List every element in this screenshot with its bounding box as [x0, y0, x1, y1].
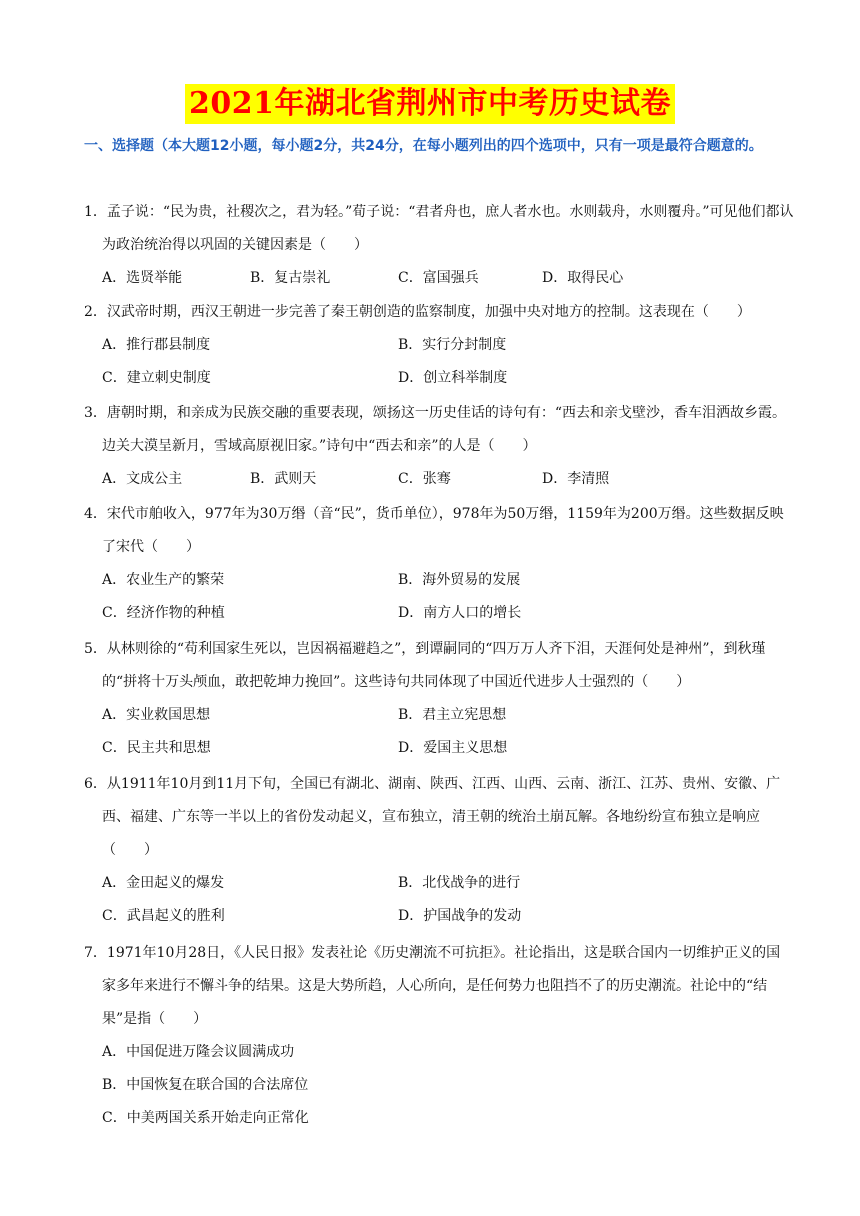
option-d: D．爱国主义思想: [398, 740, 508, 756]
option-b: B．中国恢复在联合国的合法席位: [102, 1077, 309, 1093]
option-d: D．护国战争的发动: [398, 908, 522, 924]
question-1: [84, 196, 794, 295]
option-c: C．民主共和思想: [102, 740, 211, 756]
option-a: A．中国促进万隆会议圆满成功: [102, 1044, 295, 1060]
option-a: A．金田起义的爆发: [102, 875, 225, 891]
option-a: A．实业救国思想: [102, 707, 211, 723]
option-a: A．文成公主: [102, 471, 183, 487]
options-row: [84, 867, 794, 900]
options-row: [84, 699, 794, 732]
option-c: C．中美两国关系开始走向正常化: [102, 1110, 309, 1126]
options-row: [84, 732, 794, 765]
question-6: [84, 768, 794, 933]
options-row: [84, 463, 794, 496]
option-b: B．实行分封制度: [398, 337, 507, 353]
option-b: B．武则天: [250, 471, 317, 487]
option-d: D．创立科举制度: [398, 370, 508, 386]
option-c: C．富国强兵: [398, 270, 479, 286]
option-a: A．选贤举能: [102, 270, 183, 286]
options-row: [84, 597, 794, 630]
options-row: [84, 900, 794, 933]
question-stem: 5．从林则徐的“苟利国家生死以，岂因祸福避趋之”，到谭嗣同的“四万万人齐下泪，天涯何处是神州”，到秋瑾的“拼将十万头颅血，敢把乾坤力挽回”。这些诗句共同体现了中国近代进步人士强烈的（ ）: [84, 641, 766, 690]
option-d: D．李清照: [542, 471, 610, 487]
page-title: 2021年湖北省荆州市中考历史试卷: [185, 84, 675, 124]
option-c: C．经济作物的种植: [102, 605, 225, 621]
options-row: [84, 362, 794, 395]
option-b: B．海外贸易的发展: [398, 572, 521, 588]
question-stem: 3．唐朝时期，和亲成为民族交融的重要表现，颂扬这一历史佳话的诗句有：“西去和亲戈壁沙，香车泪洒故乡霞。边关大漠呈新月，雪域高原视旧家。”诗句中“西去和亲”的人是（ ）: [84, 405, 787, 454]
question-5: [84, 633, 794, 765]
options-row: [84, 329, 794, 362]
question-4: [84, 498, 794, 630]
question-stem: 2．汉武帝时期，西汉王朝进一步完善了秦王朝创造的监察制度，加强中央对地方的控制。这表现在（ ）: [84, 304, 751, 320]
options-row: [84, 262, 794, 295]
question-stem: 1．孟子说：“民为贵，社稷次之，君为轻。”荀子说：“君者舟也，庶人者水也。水则载舟，水则覆舟。”可见他们都认为政治统治得以巩固的关键因素是（ ）: [84, 204, 794, 253]
question-stem: 4．宋代市舶收入，977年为30万缗（音“民”，货币单位），978年为50万缗，1159年为200万缗。这些数据反映了宋代（ ）: [84, 506, 784, 555]
option-b: B．北伐战争的进行: [398, 875, 521, 891]
options-row: [84, 564, 794, 597]
option-d: D．取得民心: [542, 270, 624, 286]
option-c: C．武昌起义的胜利: [102, 908, 225, 924]
question-stem: 6．从1911年10月到11月下旬，全国已有湖北、湖南、陕西、江西、山西、云南、浙江、江苏、贵州、安徽、广西、福建、广东等一半以上的省份发动起义，宣布独立，清王朝的统治土崩瓦解。各地纷纷宣布独立是响应（ ）: [84, 776, 781, 858]
title-wrap: [0, 84, 860, 124]
question-2: [84, 296, 794, 395]
question-stem: 7．1971年10月28日，《人民日报》发表社论《历史潮流不可抗拒》。社论指出，这是联合国内一切维护正义的国家多年来进行不懈斗争的结果。这是大势所趋，人心所向，是任何势力也阻挡不了的历史潮流。社论中的“结果”是指（ ）: [84, 945, 781, 1027]
option-b: B．君主立宪思想: [398, 707, 507, 723]
option-a: A．农业生产的繁荣: [102, 572, 225, 588]
option-b: B．复古崇礼: [250, 270, 331, 286]
option-c: C．建立刺史制度: [102, 370, 211, 386]
option-a: A．推行郡县制度: [102, 337, 211, 353]
option-d: D．南方人口的增长: [398, 605, 522, 621]
question-7: [84, 937, 794, 1135]
option-c: C．张骞: [398, 471, 451, 487]
section-heading: 一、选择题（本大题12小题，每小题2分，共24分，在每小题列出的四个选项中，只有一项是最符合题意的。: [84, 138, 763, 154]
question-3: [84, 397, 794, 496]
